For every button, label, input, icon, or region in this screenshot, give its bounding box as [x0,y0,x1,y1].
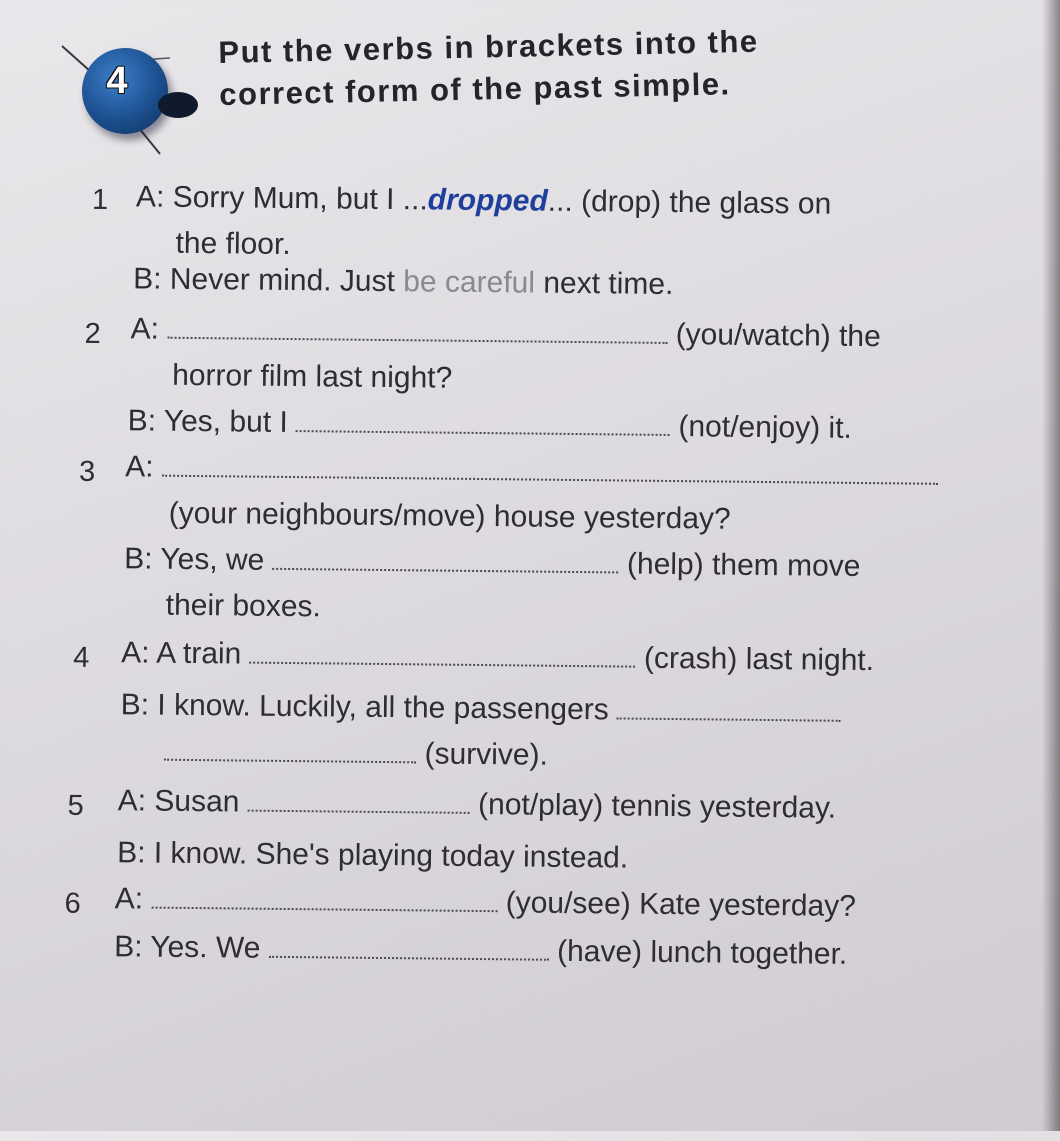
item-3-line-a-cont: (your neighbours/move) house yesterday? [168,496,731,536]
item-4-a-text: A: A train [121,636,242,671]
item-2-line-a [130,312,880,354]
item-3-line-a [125,450,938,493]
item-2-b-text: B: Yes, but I [127,404,288,439]
item-number-3: 3 [78,455,96,488]
item-6-a-verb: (you/see) Kate yesterday? [505,886,857,923]
item-6-line-b [114,930,847,972]
item-2-b-answer-blank[interactable] [296,408,670,436]
item-2-line-a-cont: horror film last night? [171,358,453,395]
item-number-1: 1 [91,183,109,217]
item-3-b-text: B: Yes, we [124,542,265,577]
item-5-line-a [118,784,837,826]
item-4-b-text: B: I know. Luckily, all the passengers [120,688,609,727]
item-5-a-verb: (not/play) tennis yesterday. [477,787,837,825]
item-1-a-text: A: Sorry Mum, but I ... [135,180,428,217]
item-3-b-answer-blank[interactable] [273,546,619,574]
item-4-line-a [121,636,874,678]
item-4-b-answer-blank-2[interactable] [164,737,416,764]
item-1-handwritten-answer: dropped [427,183,548,218]
item-4-line-b [121,688,842,730]
item-2-line-b [128,404,853,446]
item-4-b-answer-blank-1[interactable] [617,695,841,721]
item-6-b-answer-blank[interactable] [269,934,549,961]
item-2-a-label: A: [130,312,160,346]
item-6-a-answer-blank[interactable] [151,885,497,913]
item-1-b-faded-text: be careful [403,265,536,300]
exercise-number: 4 [106,60,128,102]
item-number-2: 2 [84,317,101,351]
instructions-line-2: correct form of the past simple. [218,66,731,112]
item-1-line-a [136,180,832,221]
item-6-b-verb: (have) lunch together. [556,934,848,971]
item-2-a-verb: (you/watch) the [675,318,881,354]
item-2-b-verb: (not/enjoy) it. [678,410,853,445]
item-6-a-label: A: [114,882,144,916]
item-1-a-verb: ... (drop) the glass on [547,184,832,221]
item-3-line-b-cont: their boxes. [165,588,322,624]
item-4-line-b-cont [164,735,548,773]
item-3-b-verb: (help) them move [626,547,861,583]
item-3-a-label: A: [125,450,154,484]
item-number-4: 4 [73,641,90,674]
item-1-b-text: B: Never mind. Just [133,262,404,299]
item-6-b-text: B: Yes. We [114,930,261,965]
item-number-6: 6 [64,887,81,920]
item-4-a-verb: (crash) last night. [643,641,875,678]
item-1-b-end: next time. [534,266,674,302]
item-4-b-verb: (survive). [424,737,549,772]
item-1-line-b [133,262,674,302]
item-3-line-b [124,542,861,584]
instructions-line-1: Put the verbs in brackets into the [218,23,759,70]
item-1-line-a-cont: the floor. [175,226,291,261]
item-2-a-answer-blank[interactable] [167,315,667,344]
item-6-line-a [115,882,857,924]
item-5-line-b: B: I know. She's playing today instead. [116,836,629,875]
item-5-a-text: A: Susan [117,784,240,819]
item-3-a-answer-blank[interactable] [162,453,938,485]
item-number-5: 5 [67,789,84,822]
item-4-a-answer-blank[interactable] [250,640,636,668]
item-5-a-answer-blank[interactable] [248,788,470,814]
